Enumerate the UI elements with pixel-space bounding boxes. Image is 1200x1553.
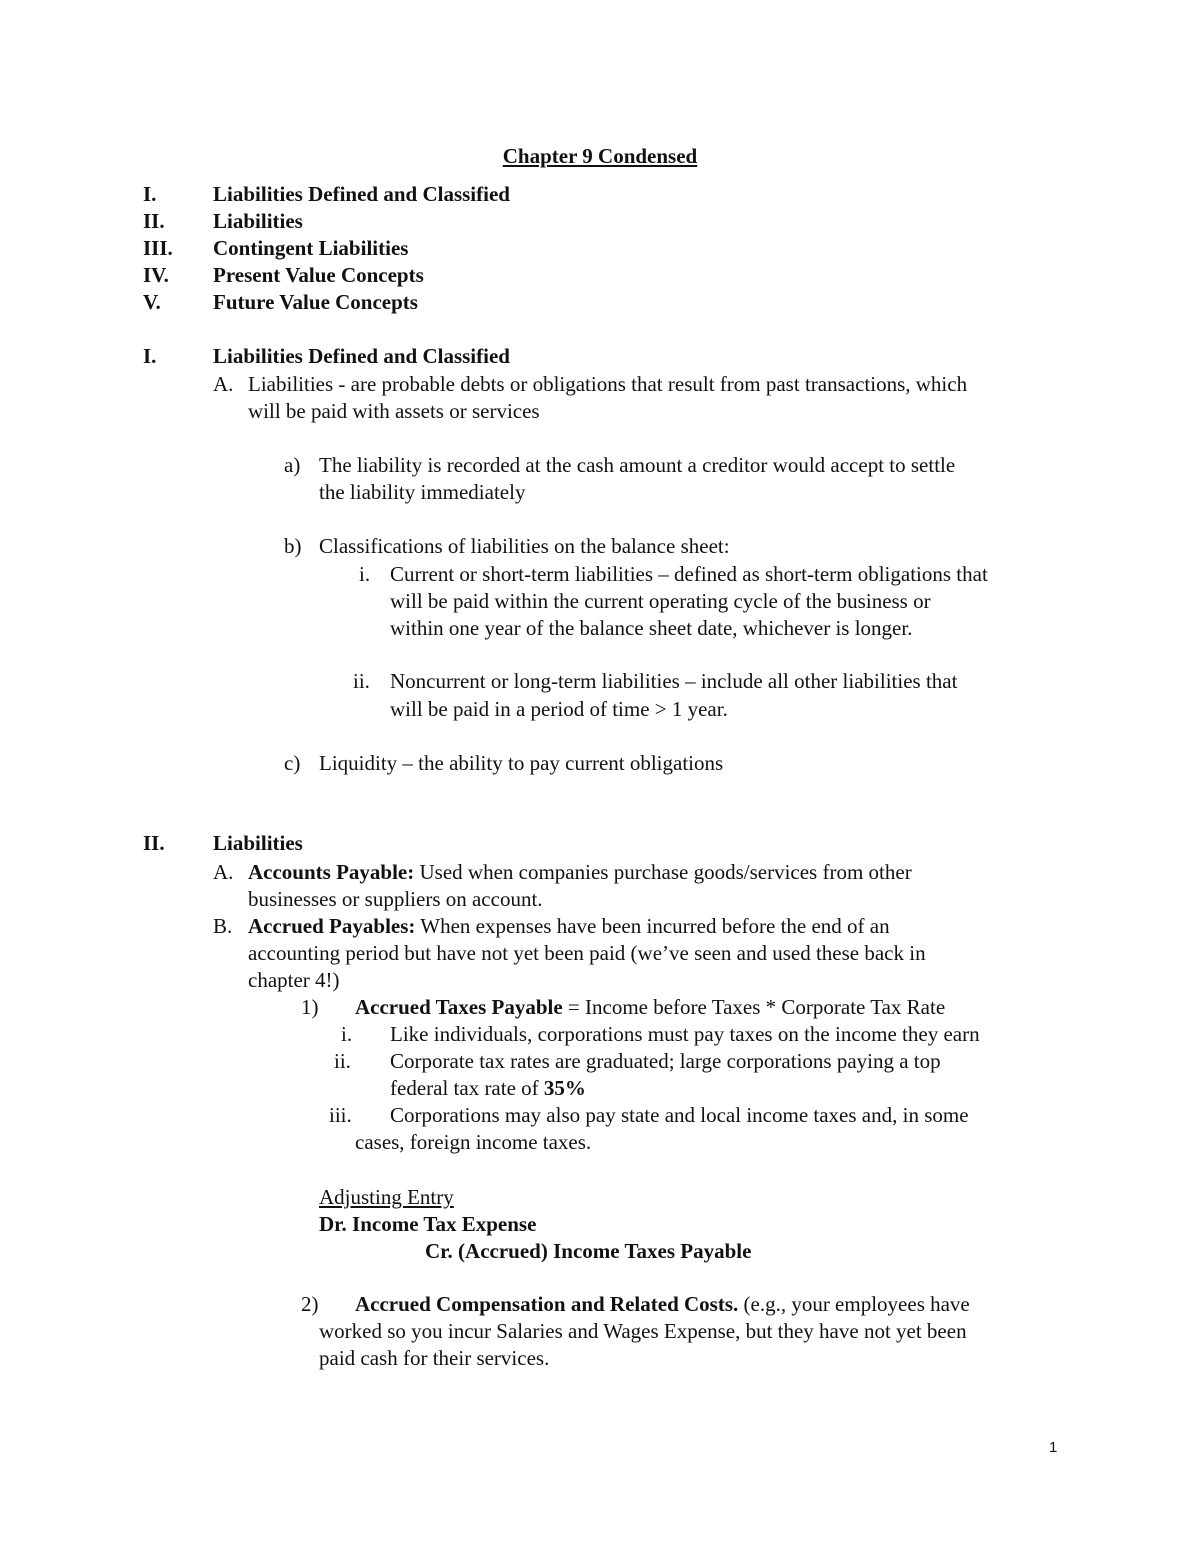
term: Accrued Payables: (248, 914, 416, 938)
formula-text: = Income before Taxes * Corporate Tax Rate (562, 995, 946, 1019)
paragraph-line: paid cash for their services. (319, 1346, 550, 1370)
toc-number: II. (143, 209, 165, 233)
toc-label: Liabilities Defined and Classified (213, 182, 510, 206)
paragraph-line: Corporations may also pay state and local income taxes and, in some (390, 1103, 969, 1127)
paragraph-line: cases, foreign income taxes. (355, 1130, 592, 1154)
list-marker: ii. (353, 669, 370, 693)
paragraph-line: businesses or suppliers on account. (248, 887, 543, 911)
paragraph-line: worked so you incur Salaries and Wages Expense, but they have not yet been (319, 1319, 967, 1343)
paragraph-line: The liability is recorded at the cash amount a creditor would accept to settle (319, 453, 956, 477)
list-marker: a) (284, 453, 301, 477)
text-span: federal tax rate of (390, 1076, 544, 1100)
list-marker: ii. (334, 1049, 351, 1073)
list-marker: 1) (301, 995, 319, 1019)
toc-number: III. (143, 236, 173, 260)
paragraph-line (355, 994, 945, 1021)
paragraph-line: the liability immediately (319, 480, 526, 504)
list-marker: c) (284, 751, 301, 775)
entry-label: Adjusting Entry (319, 1185, 454, 1209)
paragraph-line (248, 859, 912, 886)
definition-text: When expenses have been incurred before the end of an (415, 914, 890, 938)
paragraph-line: chapter 4!) (248, 968, 340, 992)
list-marker: B. (213, 914, 233, 938)
list-marker: b) (284, 534, 302, 558)
paragraph-line (248, 913, 890, 940)
list-marker: A. (213, 860, 234, 884)
paragraph-line: will be paid in a period of time > 1 year. (390, 697, 728, 721)
definition-text: Used when companies purchase goods/services from other (414, 860, 912, 884)
section-number: I. (143, 344, 157, 368)
entry-credit: Cr. (Accrued) Income Taxes Payable (425, 1239, 752, 1263)
list-marker: i. (341, 1022, 353, 1046)
paragraph-line: Like individuals, corporations must pay taxes on the income they earn (390, 1022, 980, 1046)
paragraph-line: Liabilities - are probable debts or obligations that result from past transactions, which (248, 372, 968, 396)
toc-label: Future Value Concepts (213, 290, 418, 314)
toc-number: V. (143, 290, 161, 314)
section-heading: Liabilities (213, 831, 303, 855)
list-marker: 2) (301, 1292, 319, 1316)
list-marker: A. (213, 372, 234, 396)
toc-label: Liabilities (213, 209, 303, 233)
term: Accounts Payable: (248, 860, 415, 884)
list-marker: iii. (329, 1103, 352, 1127)
tax-rate-value: 35% (543, 1076, 586, 1100)
definition-text: (e.g., your employees have (738, 1292, 970, 1316)
paragraph-line (390, 1075, 586, 1102)
toc-number: I. (143, 182, 157, 206)
list-marker: i. (359, 562, 371, 586)
term: Accrued Compensation and Related Costs. (355, 1292, 739, 1316)
paragraph-line: within one year of the balance sheet date, whichever is longer. (390, 616, 913, 640)
page-number: 1 (1049, 1439, 1058, 1456)
page-title: Chapter 9 Condensed (502, 144, 698, 168)
paragraph-line: Corporate tax rates are graduated; large corporations paying a top (390, 1049, 941, 1073)
section-number: II. (143, 831, 165, 855)
paragraph-line (355, 1291, 970, 1318)
paragraph-line: will be paid within the current operating cycle of the business or (390, 589, 931, 613)
toc-label: Contingent Liabilities (213, 236, 409, 260)
paragraph-line: will be paid with assets or services (248, 399, 540, 423)
paragraph-line: Current or short-term liabilities – defined as short-term obligations that (390, 562, 988, 586)
term: Accrued Taxes Payable (355, 995, 563, 1019)
entry-debit: Dr. Income Tax Expense (319, 1212, 537, 1236)
paragraph-line: Liquidity – the ability to pay current obligations (319, 751, 724, 775)
paragraph-line: accounting period but have not yet been paid (we’ve seen and used these back in (248, 941, 926, 965)
paragraph-line: Classifications of liabilities on the balance sheet: (319, 534, 730, 558)
section-heading: Liabilities Defined and Classified (213, 344, 510, 368)
paragraph-line: Noncurrent or long-term liabilities – include all other liabilities that (390, 669, 958, 693)
toc-label: Present Value Concepts (213, 263, 424, 287)
toc-number: IV. (143, 263, 169, 287)
